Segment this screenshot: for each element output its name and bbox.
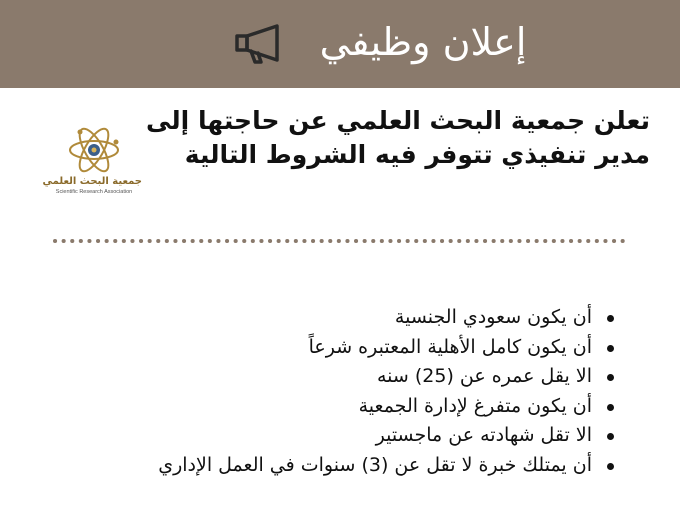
list-item (132, 421, 592, 451)
condition-text: أن يكون متفرغ لإدارة الجمعية (358, 394, 592, 417)
conditions-list (132, 303, 592, 480)
bullet-icon (607, 315, 614, 322)
bullet-icon (607, 463, 614, 470)
condition-text: الا يقل عمره عن (25) سنه (376, 365, 592, 387)
list-item (132, 333, 592, 363)
bullet-icon (607, 433, 614, 440)
condition-text: أن يكون سعودي الجنسية (394, 306, 592, 328)
logo-subtitle: Scientific Research Association (55, 189, 133, 195)
list-item (132, 362, 592, 392)
banner-title: إعلان وظيفي (319, 20, 527, 64)
megaphone-icon (233, 22, 289, 66)
headline-line-2: مدير تنفيذي تتوفر فيه الشروط التالية (184, 140, 650, 169)
header-banner (0, 0, 680, 88)
list-item (132, 392, 592, 422)
condition-text: الا تقل شهادته عن ماجستير (375, 424, 592, 446)
logo-name: جمعية البحث العلمي (42, 176, 142, 187)
list-item (132, 451, 592, 481)
condition-text: أن يمتلك خبرة لا تقل عن (3) سنوات في العمل الإداري (158, 453, 592, 476)
bullet-icon (607, 345, 614, 352)
list-item (132, 303, 592, 333)
bullet-icon (607, 404, 614, 411)
headline-line-1: تعلن جمعية البحث العلمي عن حاجتها إلى (146, 106, 650, 135)
condition-text: أن يكون كامل الأهلية المعتبره شرعاً (308, 335, 592, 358)
dotted-divider (52, 238, 627, 244)
announcement-headline (146, 104, 650, 172)
bullet-icon (607, 374, 614, 381)
